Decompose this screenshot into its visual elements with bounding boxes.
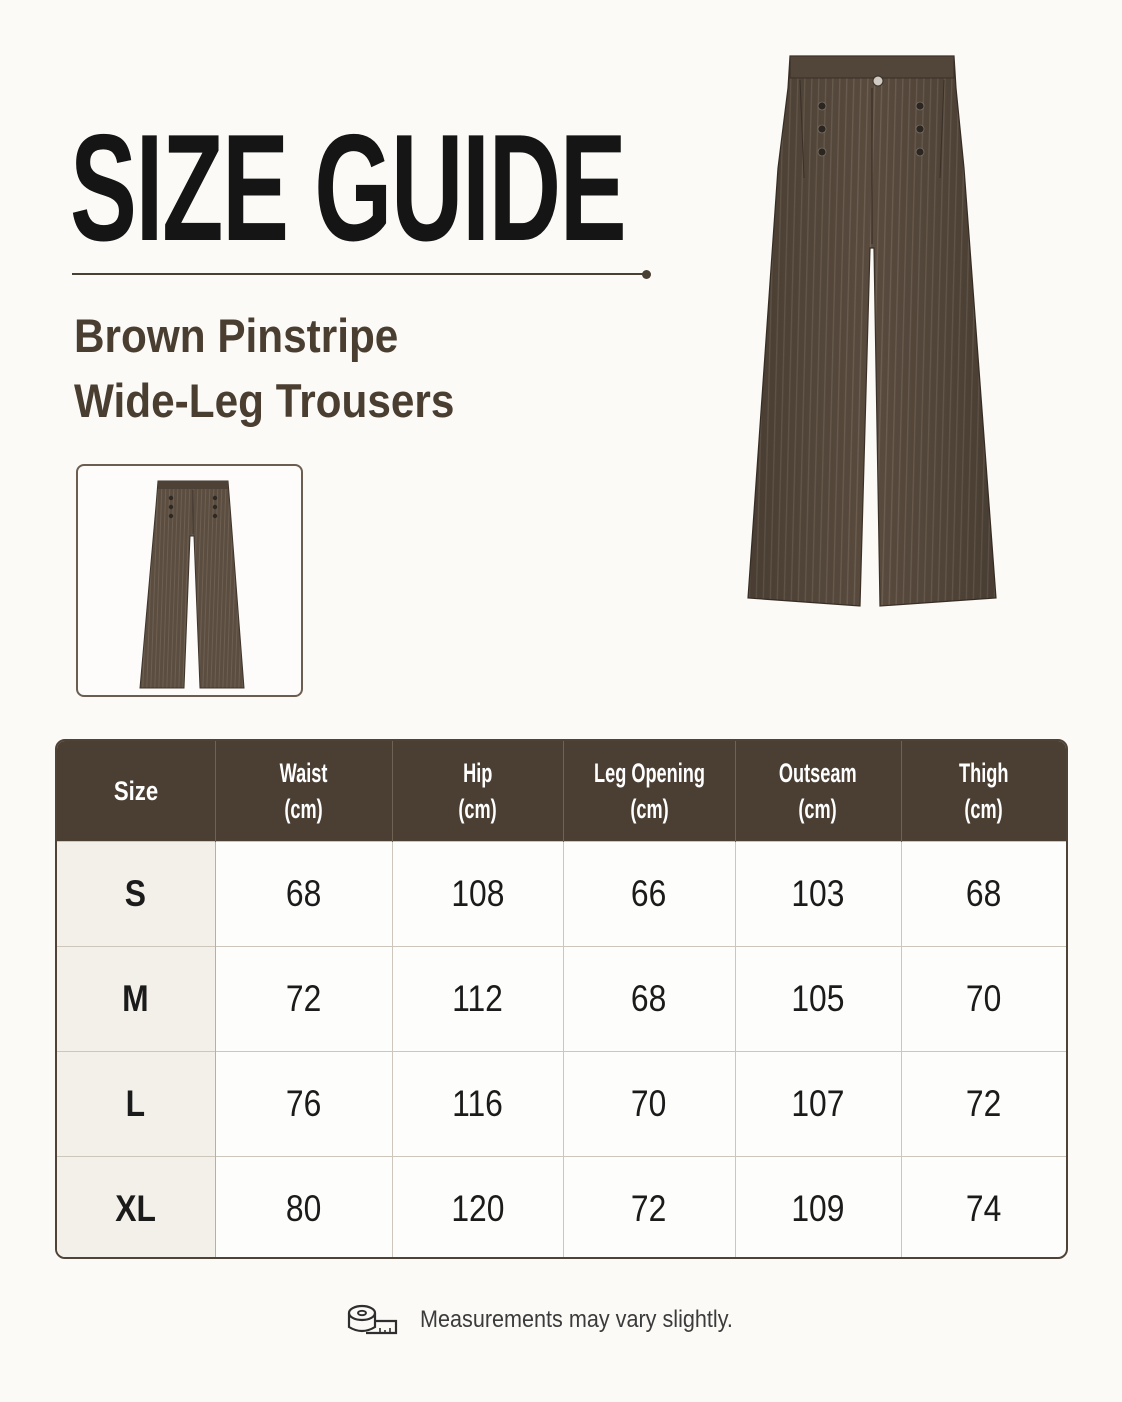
title-divider-dot bbox=[642, 270, 651, 279]
outseam-cell: 103 bbox=[735, 842, 901, 947]
waist-cell: 68 bbox=[215, 842, 392, 947]
outseam-cell: 109 bbox=[735, 1157, 901, 1260]
waist-cell: 76 bbox=[215, 1052, 392, 1157]
outseam-cell: 105 bbox=[735, 947, 901, 1052]
product-name-line1: Brown Pinstripe bbox=[74, 309, 399, 362]
column-header-thigh: Thigh (cm) bbox=[901, 741, 1066, 842]
size-table bbox=[55, 739, 1068, 1259]
waist-cell: 72 bbox=[215, 947, 392, 1052]
measurement-note bbox=[346, 1302, 768, 1338]
column-header-hip: Hip (cm) bbox=[392, 741, 563, 842]
hip-cell: 112 bbox=[392, 947, 563, 1052]
measurement-note-text: Measurements may vary slightly. bbox=[420, 1306, 733, 1333]
table-row bbox=[57, 1157, 1066, 1260]
hip-cell: 120 bbox=[392, 1157, 563, 1260]
size-cell: S bbox=[57, 842, 215, 947]
title-divider bbox=[72, 273, 646, 275]
thigh-cell: 68 bbox=[901, 842, 1066, 947]
leg-opening-cell: 68 bbox=[563, 947, 735, 1052]
page-title: SIZE GUIDE bbox=[70, 103, 626, 273]
leg-opening-cell: 72 bbox=[563, 1157, 735, 1260]
table-row bbox=[57, 842, 1066, 947]
table-row bbox=[57, 947, 1066, 1052]
size-cell: XL bbox=[57, 1157, 215, 1260]
column-header-size: Size bbox=[57, 741, 215, 842]
leg-opening-cell: 66 bbox=[563, 842, 735, 947]
thumbnail-card[interactable] bbox=[76, 464, 303, 697]
product-name bbox=[74, 303, 454, 433]
thumbnail-trousers-image bbox=[78, 466, 305, 699]
leg-opening-cell: 70 bbox=[563, 1052, 735, 1157]
thigh-cell: 72 bbox=[901, 1052, 1066, 1157]
size-cell: M bbox=[57, 947, 215, 1052]
table-header-row bbox=[57, 741, 1066, 842]
waist-cell: 80 bbox=[215, 1157, 392, 1260]
hero-trousers-image bbox=[742, 48, 1002, 613]
column-header-waist: Waist (cm) bbox=[215, 741, 392, 842]
hip-cell: 108 bbox=[392, 842, 563, 947]
thigh-cell: 70 bbox=[901, 947, 1066, 1052]
column-header-outseam: Outseam (cm) bbox=[735, 741, 901, 842]
column-header-leg-opening: Leg Opening (cm) bbox=[563, 741, 735, 842]
product-name-line2: Wide-Leg Trousers bbox=[74, 374, 455, 427]
hip-cell: 116 bbox=[392, 1052, 563, 1157]
measuring-tape-icon bbox=[346, 1303, 398, 1337]
outseam-cell: 107 bbox=[735, 1052, 901, 1157]
table-row bbox=[57, 1052, 1066, 1157]
thigh-cell: 74 bbox=[901, 1157, 1066, 1260]
size-cell: L bbox=[57, 1052, 215, 1157]
